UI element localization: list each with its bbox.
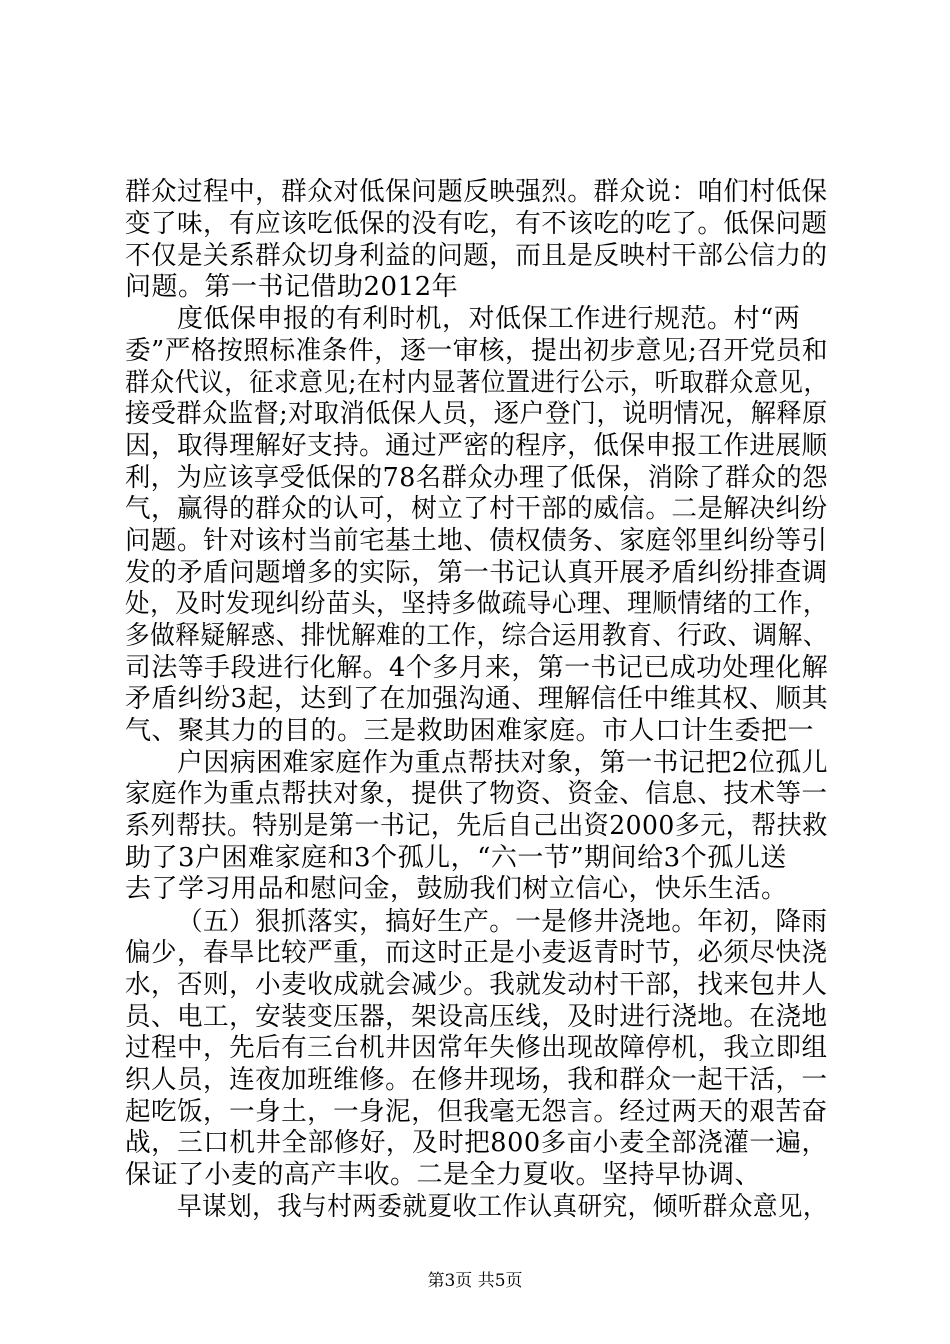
body-line: 因，取得理解好支持。通过严密的程序，低保申报工作进展顺 <box>125 431 828 461</box>
body-line: 委”严格按照标准条件，逐一审核，提出初步意见;召开党员和 <box>125 336 829 366</box>
body-line: 群众过程中，群众对低保问题反映强烈。群众说：咱们村低保 <box>125 177 828 207</box>
body-line: 利，为应该享受低保的78名群众办理了低保，消除了群众的怨 <box>125 463 829 493</box>
body-line: 变了味，有应该吃低保的没有吃，有不该吃的吃了。低保问题 <box>125 209 828 239</box>
body-line: 保证了小麦的高产丰收。二是全力夏收。坚持早协调、 <box>125 1160 762 1190</box>
body-line: 问题。第一书记借助2012年 <box>125 272 459 302</box>
body-line: 度低保申报的有利时机，对低保工作进行规范。村“两 <box>177 304 801 334</box>
body-line: 系列帮扶。特别是第一书记，先后自己出资2000多元，帮扶救 <box>125 811 828 841</box>
body-line: 水，否则，小麦收成就会减少。我就发动村干部，找来包井人 <box>125 970 828 1000</box>
body-line: 问题。针对该村当前宅基土地、债权债务、家庭邻里纠纷等引 <box>125 526 828 556</box>
body-line: 不仅是关系群众切身利益的问题，而且是反映村干部公信力的 <box>125 241 828 271</box>
body-line: 助了3户困难家庭和3个孤儿，“六一节”期间给3个孤儿送 <box>125 843 787 873</box>
body-line: 战，三口机井全部修好，及时把800多亩小麦全部浇灌一遍， <box>125 1128 828 1158</box>
body-line: 织人员，连夜加班维修。在修井现场，我和群众一起干活，一 <box>125 1065 828 1095</box>
body-line: 过程中，先后有三台机井因常年失修出现故障停机，我立即组 <box>125 1033 828 1063</box>
body-line: 处，及时发现纠纷苗头，坚持多做疏导心理、理顺情绪的工作， <box>125 589 828 619</box>
body-line: 司法等手段进行化解。4个多月来，第一书记已成功处理化解 <box>125 653 829 683</box>
body-line: 气、聚其力的目的。三是救助困难家庭。市人口计生委把一 <box>125 716 815 746</box>
body-line: 偏少，春旱比较严重，而这时正是小麦返青时节，必须尽快浇 <box>125 938 828 968</box>
body-line: 多做释疑解惑、排忧解难的工作，综合运用教育、行政、调解、 <box>125 621 828 651</box>
body-line: 户因病困难家庭作为重点帮扶对象，第一书记把2位孤儿 <box>177 748 829 778</box>
body-line: 矛盾纠纷3起，达到了在加强沟通、理解信任中维其权、顺其 <box>125 684 829 714</box>
page-number-footer: 第3页 共5页 <box>427 1271 523 1291</box>
body-line: （五）狠抓落实，搞好生产。一是修井浇地。年初，降雨 <box>177 907 828 937</box>
body-line: 接受群众监督;对取消低保人员，逐户登门，说明情况，解释原 <box>125 399 828 429</box>
body-line: 家庭作为重点帮扶对象，提供了物资、资金、信息、技术等一 <box>125 779 828 809</box>
body-line: 早谋划，我与村两委就夏收工作认真研究，倾听群众意见， <box>177 1192 828 1222</box>
body-line: 去了学习用品和慰问金，鼓励我们树立信心，快乐生活。 <box>125 874 788 904</box>
body-line: 员、电工，安装变压器，架设高压线，及时进行浇地。在浇地 <box>125 1002 828 1032</box>
body-line: 发的矛盾问题增多的实际，第一书记认真开展矛盾纠纷排查调 <box>125 558 828 588</box>
body-line: 气，赢得的群众的认可，树立了村干部的威信。二是解决纠纷 <box>125 494 828 524</box>
body-line: 起吃饭，一身土，一身泥，但我毫无怨言。经过两天的艰苦奋 <box>125 1097 828 1127</box>
body-line: 群众代议，征求意见;在村内显著位置进行公示，听取群众意见， <box>125 368 829 398</box>
